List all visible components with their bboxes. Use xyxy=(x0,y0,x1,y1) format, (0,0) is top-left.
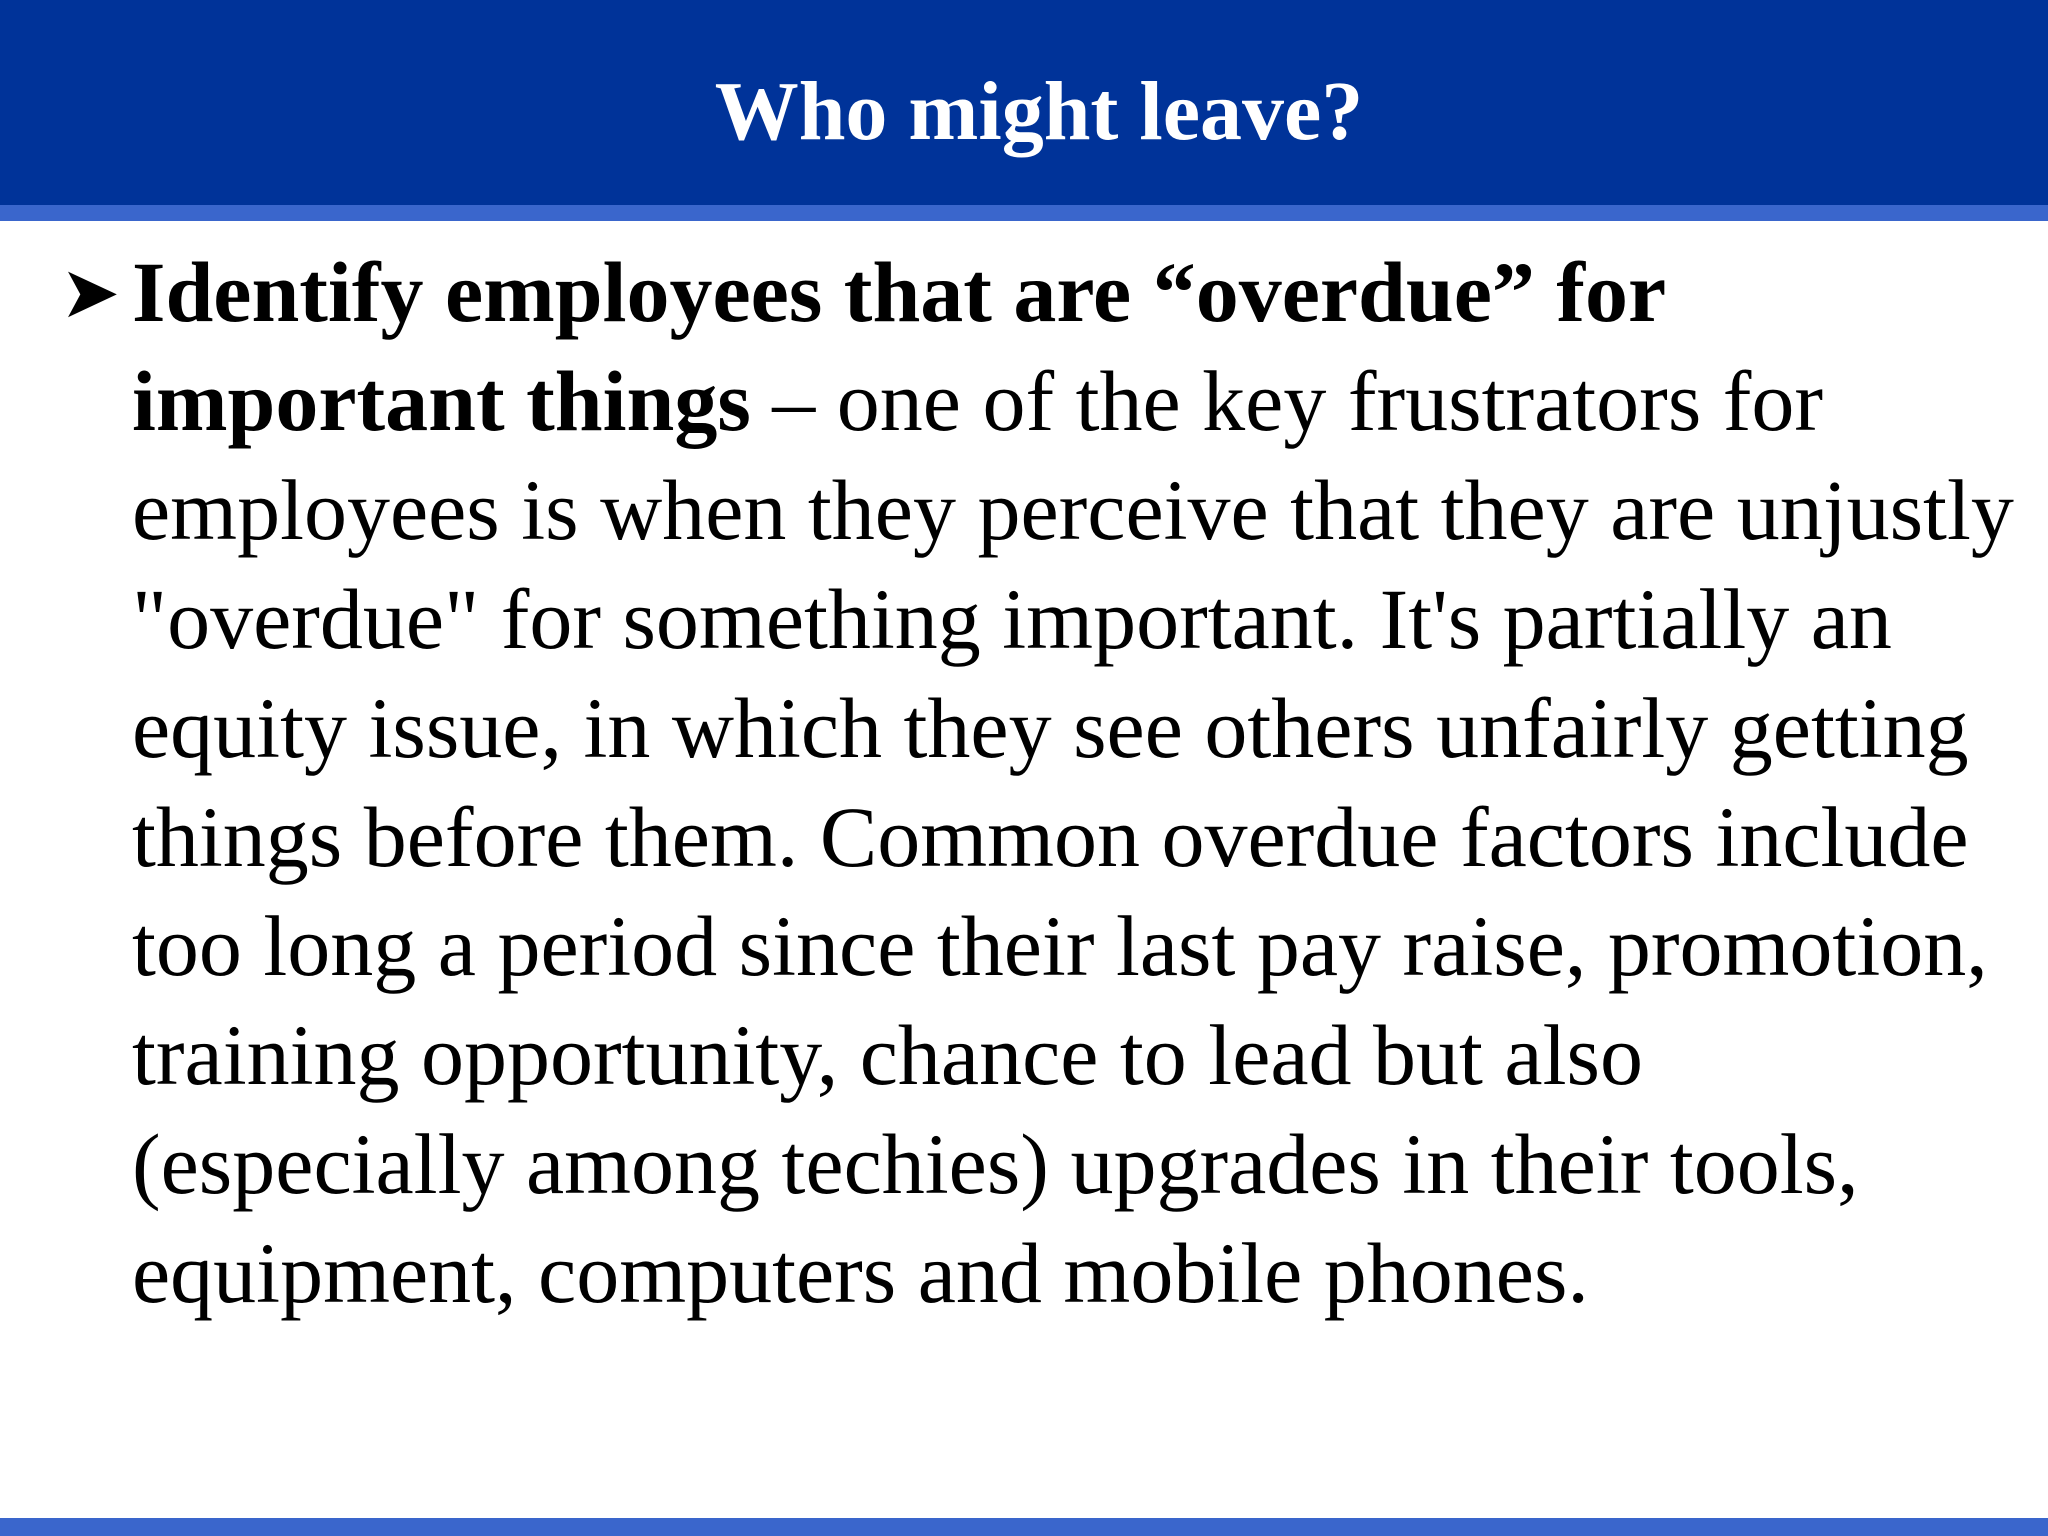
slide-content xyxy=(60,238,2020,1328)
slide-title: Who might leave? xyxy=(714,64,1364,158)
bullet-body: – one of the key frustrators for employees is when they perceive that they are unjustly "overdue" for something important. It's partially an equity issue, in which they see others unfairly getting things before them. Common overdue factors include too long a period since their last pay raise, promotion, training opportunity, chance to lead but also (especially among techies) upgrades in their tools, equipment, computers and mobile phones. xyxy=(132,353,2014,1321)
bullet-text xyxy=(132,238,2022,1328)
bullet-item xyxy=(60,238,2020,1328)
footer-accent-stripe xyxy=(0,1518,2048,1536)
title-accent-stripe xyxy=(0,205,2048,221)
bullet-bold-lead: Identify employees that are “overdue” for important things xyxy=(132,244,1665,449)
arrow-bullet-icon: ➤ xyxy=(60,250,121,334)
